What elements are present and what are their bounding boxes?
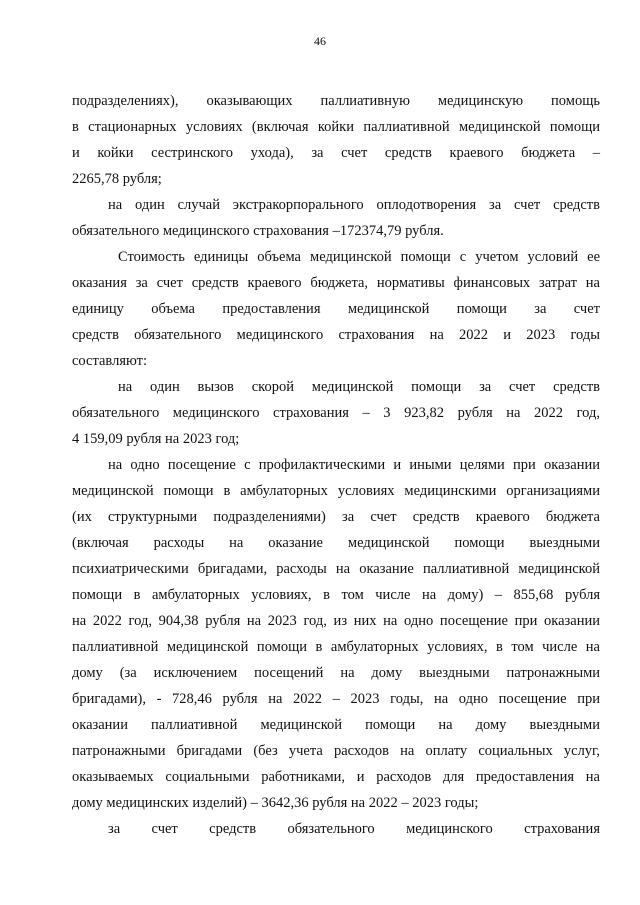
- text-line: на одно посещение с профилактическими и иными целями при оказании: [108, 457, 600, 473]
- text-line: оказываемых социальными работниками, и расходов для предоставления на: [72, 769, 600, 785]
- paragraph-3: [72, 244, 600, 374]
- text-line: дому медицинских изделий) – 3642,36 рубля на 2022 – 2023 годы;: [72, 795, 479, 811]
- text-line: 2265,78 рубля;: [72, 171, 162, 187]
- text-line: оказания за счет средств краевого бюджета, нормативы финансовых затрат на: [72, 275, 600, 291]
- text-line: (их структурными подразделениями) за счет средств краевого бюджета: [72, 509, 600, 525]
- text-line: обязательного медицинского страхования –172374,79 рубля.: [72, 223, 444, 239]
- text-line: патронажными бригадами (без учета расходов на оплату социальных услуг,: [72, 743, 600, 759]
- paragraph-4: [72, 374, 600, 452]
- text-line: единицу объема предоставления медицинской помощи за счет: [72, 301, 600, 317]
- text-line: медицинской помощи в амбулаторных условиях медицинскими организациями: [72, 483, 600, 499]
- text-line: на один вызов скорой медицинской помощи за счет средств: [118, 379, 600, 395]
- text-line: составляют:: [72, 353, 147, 369]
- text-line: подразделениях), оказывающих паллиативную медицинскую помощь: [72, 93, 600, 109]
- text-line: средств обязательного медицинского страхования на 2022 и 2023 годы: [72, 327, 600, 343]
- text-line: дому (за исключением посещений на дому выездными патронажными: [72, 665, 600, 681]
- text-line: обязательного медицинского страхования – 3 923,82 рубля на 2022 год,: [72, 405, 600, 421]
- text-line: Стоимость единицы объема медицинской помощи с учетом условий ее: [118, 249, 600, 265]
- text-line: психиатрическими бригадами, расходы на оказание паллиативной медицинской: [72, 561, 600, 577]
- text-line: помощи в амбулаторных условиях, в том числе на дому) – 855,68 рубля: [72, 587, 600, 603]
- text-line: оказании паллиативной медицинской помощи на дому выездными: [72, 717, 600, 733]
- paragraph-5: [72, 452, 600, 816]
- document-body: [72, 88, 600, 842]
- text-line: (включая расходы на оказание медицинской помощи выездными: [72, 535, 600, 551]
- text-line: на 2022 год, 904,38 рубля на 2023 год, из них на одно посещение при оказании: [72, 613, 600, 629]
- text-line: за счет средств обязательного медицинского страхования: [108, 821, 600, 837]
- paragraph-2: [72, 192, 600, 244]
- text-line: паллиативной медицинской помощи в амбулаторных условиях, в том числе на: [72, 639, 600, 655]
- text-line: бригадами), - 728,46 рубля на 2022 – 2023 годы, на одно посещение при: [72, 691, 600, 707]
- page-number: 46: [314, 34, 326, 48]
- text-line: 4 159,09 рубля на 2023 год;: [72, 431, 240, 447]
- text-line: и койки сестринского ухода), за счет средств краевого бюджета –: [72, 145, 600, 161]
- text-line: на один случай экстракорпорального оплодотворения за счет средств: [108, 197, 600, 213]
- paragraph-1: [72, 88, 600, 192]
- text-line: в стационарных условиях (включая койки паллиативной медицинской помощи: [72, 119, 600, 135]
- paragraph-6: [72, 816, 600, 842]
